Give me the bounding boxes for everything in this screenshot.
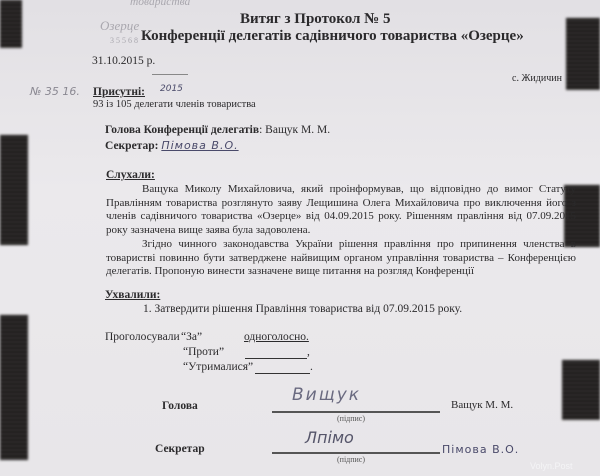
faint-stamp-line-3: 35568 — [110, 36, 140, 45]
scan-smudge-right-1 — [566, 18, 600, 90]
vote-against-label: “Проти” — [183, 346, 225, 358]
heard-paragraph-1: Ващука Миколу Михайловича, який проінформував, що відповідно до вимог Статуту Правлінням товариства розглянуто заяву Лещишина Олега Михайловича про виключення його з членів садівничого товариства «Озерце» від 04.09.2015 року. Рішенням правління від 07.09.2015 року зазначена вище заява була задоволена. — [106, 183, 576, 236]
secretary-sign-line — [272, 452, 440, 454]
secretary-signature: Лпімо — [305, 428, 354, 447]
secretary-name-handwritten: Пімова В.О. — [161, 139, 239, 152]
heard-paragraph-2: Згідно чинного законодавства України рішення правління про припинення членства в товаристві повинно бути затверджене найвищим органом управління товариства – Конференцією делегатів. Пропоную винести зазначене вище питання на розгляд Конференції — [106, 238, 576, 277]
chair-label: Голова Конференції делегатів — [105, 124, 260, 136]
vote-abstain-value: . — [310, 361, 313, 373]
document-title: Витяг з Протокол № 5 — [240, 11, 391, 27]
faint-stamp-line-1: товариства — [130, 0, 191, 8]
secretary-sign-label: Секретар — [155, 443, 205, 455]
chair-sign-line — [272, 411, 440, 413]
vote-against-value: , — [307, 346, 310, 358]
chair-line — [105, 124, 330, 136]
present-label: Присутні: — [93, 86, 145, 98]
document-place: с. Жидичин — [512, 73, 562, 84]
chair-name: : Ващук М. М. — [259, 124, 331, 136]
chair-signature: Вищук — [292, 385, 362, 405]
present-handwriting: 2015 — [160, 84, 183, 94]
vote-abstain-line — [255, 373, 310, 374]
vote-for-label: “За” — [181, 331, 203, 343]
scan-smudge-right-3 — [562, 360, 600, 420]
scan-smudge-left-3 — [0, 315, 28, 460]
watermark: Volyn.Post — [530, 461, 573, 471]
vote-abstain-label: “Утрималися” — [183, 361, 254, 373]
resolved-heading: Ухвалили: — [105, 289, 161, 301]
vote-for-value: одноголосно. — [244, 331, 309, 343]
voted-label: Проголосували — [105, 331, 180, 343]
margin-handwriting: № 35 16. — [30, 85, 80, 98]
chair-sign-name: Ващук М. М. — [451, 399, 514, 411]
scan-smudge-left-2 — [0, 135, 28, 245]
date-underline — [152, 74, 188, 75]
present-text: 93 із 105 делегати членів товариства — [93, 99, 256, 110]
secretary-label: Секретар: — [105, 140, 159, 152]
faint-stamp-line-2: Озерце — [100, 18, 140, 33]
document-subtitle: Конференції делегатів садівничого товариства «Озерце» — [141, 28, 524, 44]
heard-heading: Слухали: — [106, 169, 155, 181]
document-date: 31.10.2015 р. — [92, 55, 156, 67]
scan-smudge-left-1 — [0, 0, 22, 48]
resolved-item-1: 1. Затвердити рішення Правління товариства від 07.09.2015 року. — [143, 303, 463, 315]
secretary-sign-name: Пімова В.О. — [442, 443, 520, 456]
chair-sign-caption: (підпис) — [337, 414, 366, 423]
secretary-sign-caption: (підпис) — [337, 455, 366, 464]
chair-sign-label: Голова — [162, 400, 198, 412]
secretary-line — [105, 139, 239, 152]
vote-against-line — [245, 358, 307, 359]
